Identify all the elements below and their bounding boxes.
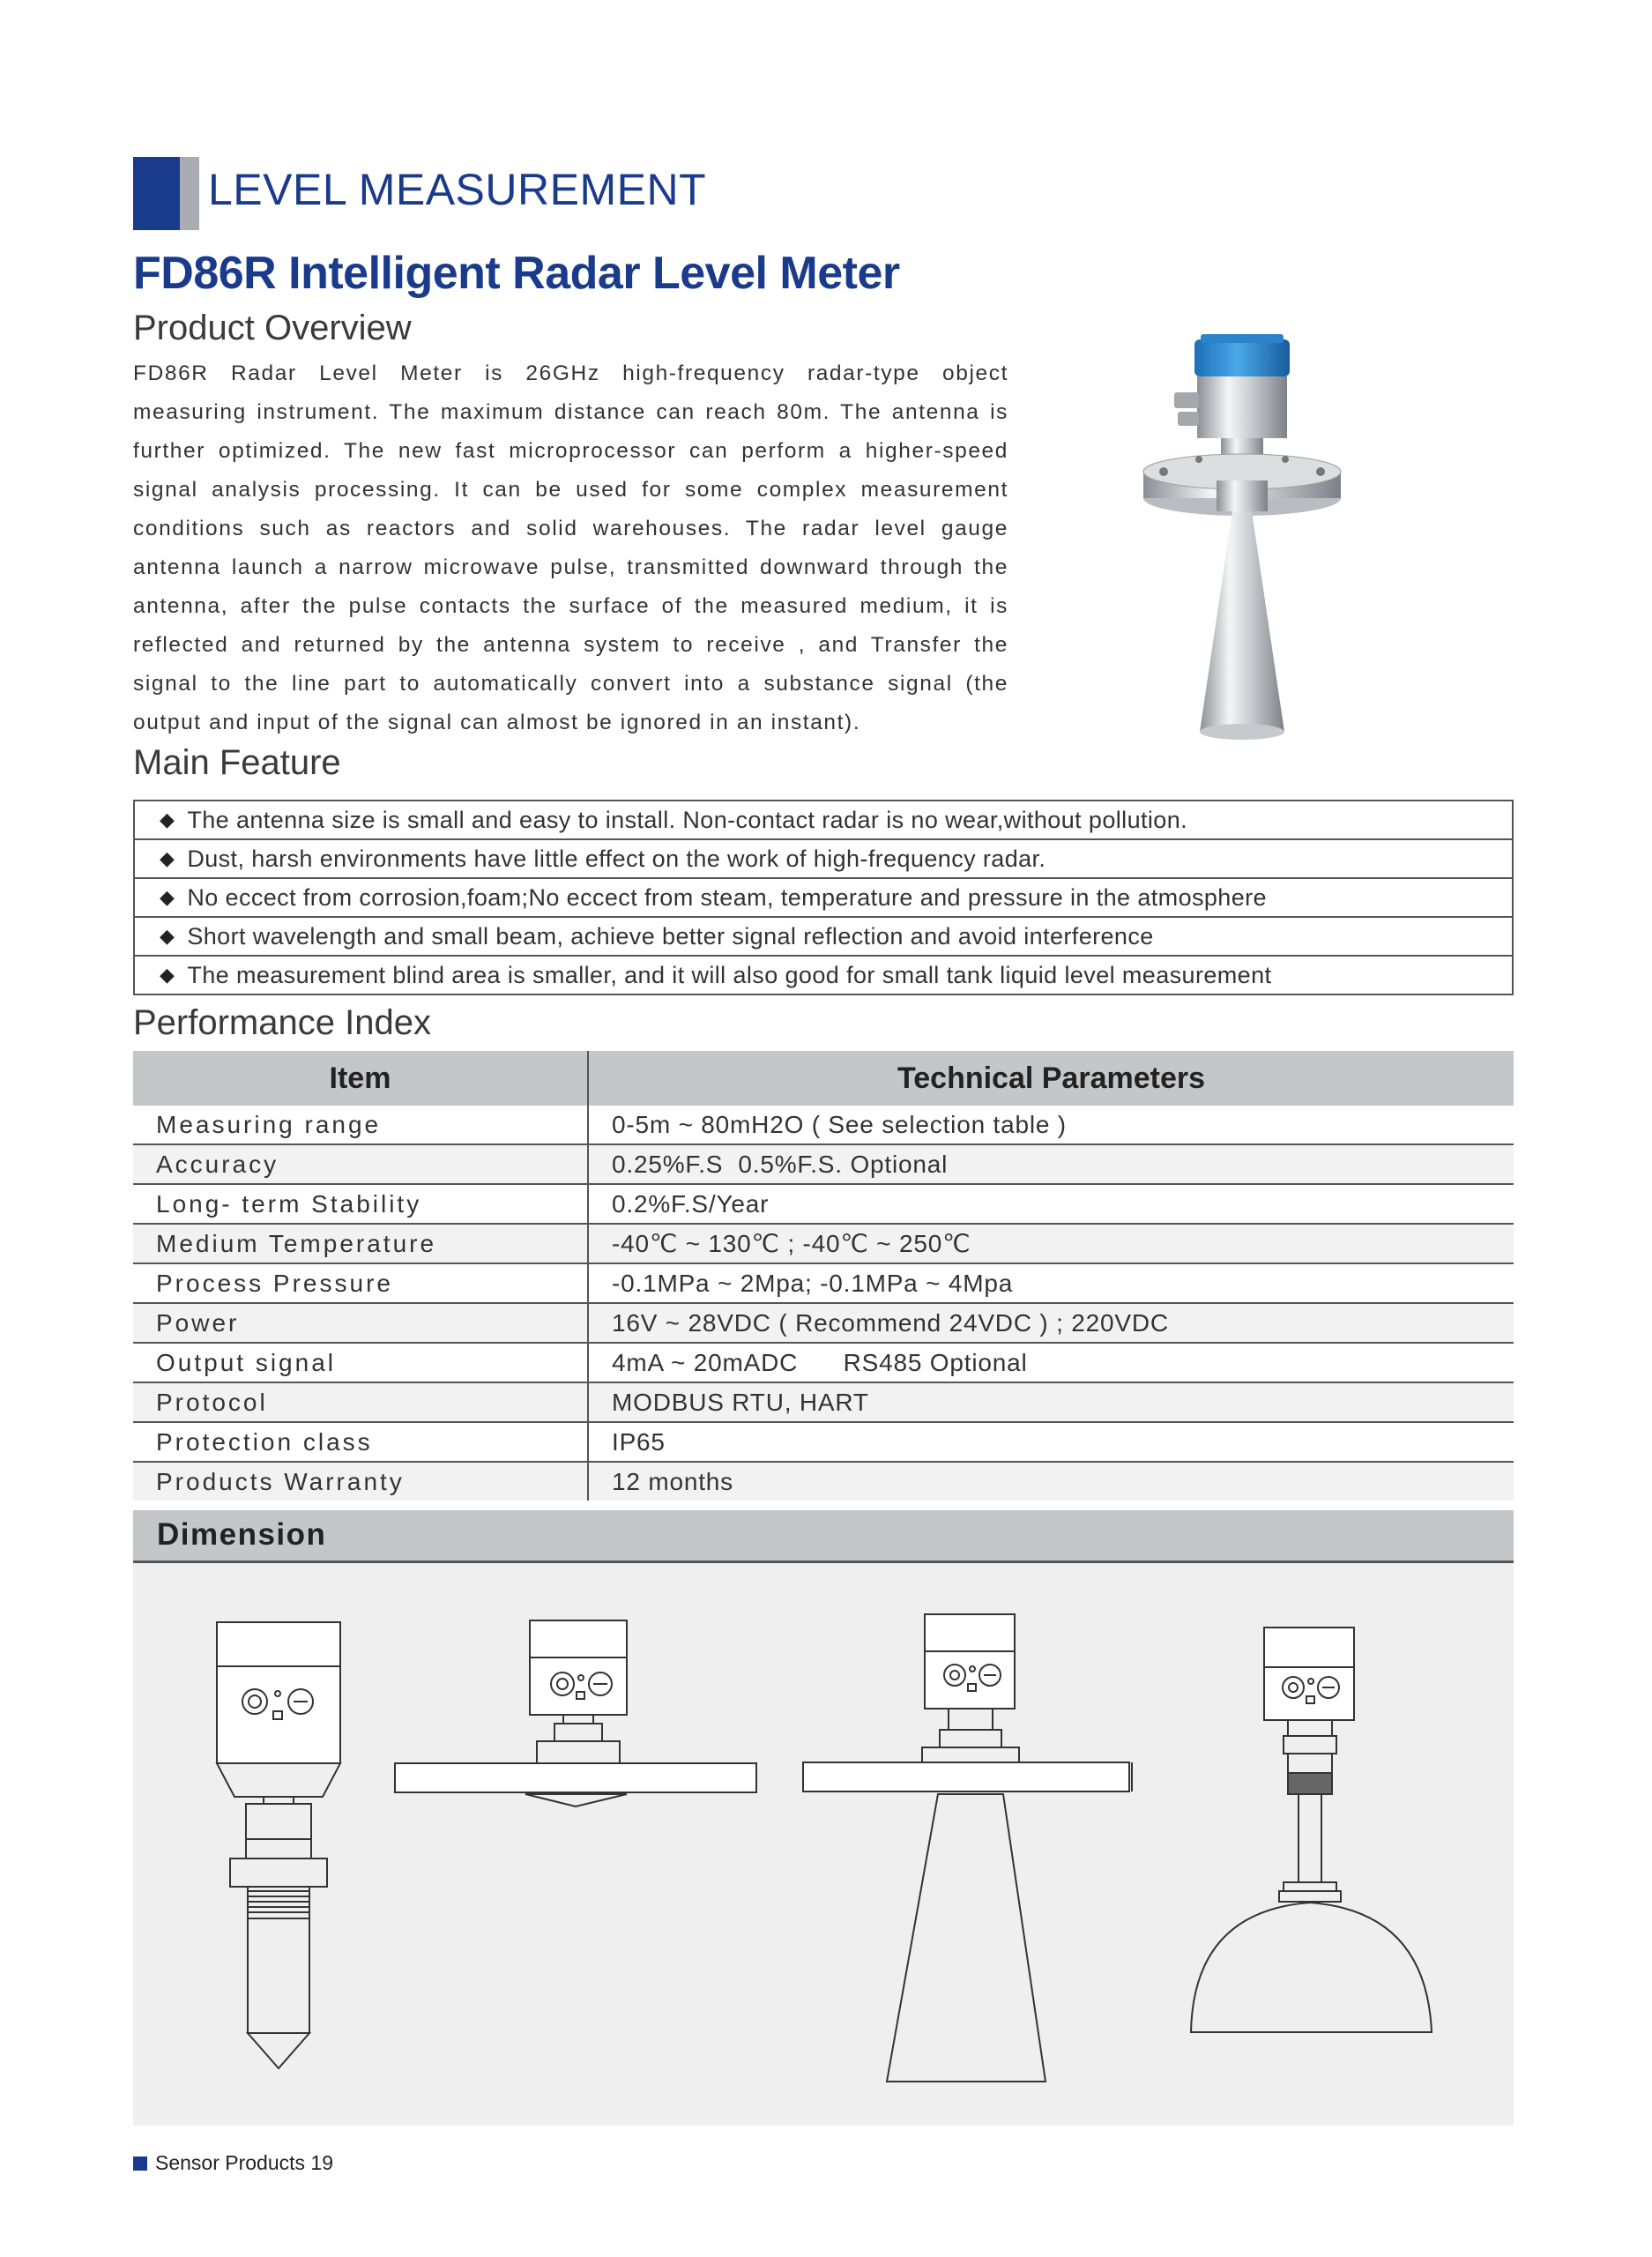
table-row <box>133 1382 1514 1422</box>
column-header-item: Item <box>133 1051 588 1106</box>
table-row <box>133 1106 1514 1144</box>
item-cell: Protection class <box>133 1422 588 1462</box>
table-row <box>133 1422 1514 1462</box>
diamond-bullet-icon: ◆ <box>160 808 175 831</box>
diamond-bullet-icon: ◆ <box>160 886 175 908</box>
param-cell: 4mA ~ 20mADC RS485 Optional <box>588 1343 1514 1382</box>
table-row <box>133 1303 1514 1343</box>
footer-page-label: Sensor Products 19 <box>155 2151 334 2174</box>
dimension-drawings <box>133 1563 1514 2126</box>
param-cell: -40℃ ~ 130℃ ; -40℃ ~ 250℃ <box>588 1224 1514 1263</box>
section-accent-bar <box>133 157 180 230</box>
footer-square-icon <box>133 2156 147 2171</box>
item-cell: Products Warranty <box>133 1462 588 1501</box>
product-title: FD86R Intelligent Radar Level Meter <box>133 248 900 299</box>
item-cell: Measuring range <box>133 1106 588 1144</box>
column-header-params: Technical Parameters <box>588 1051 1514 1106</box>
feature-text: Dust, harsh environments have little effect on the work of high-frequency radar. <box>187 845 1046 872</box>
feature-text: No eccect from corrosion,foam;No eccect from steam, temperature and pressure in the atmosphere <box>187 883 1267 911</box>
table-row <box>133 1263 1514 1303</box>
table-row <box>133 1224 1514 1263</box>
feature-text: The measurement blind area is smaller, and it will also good for small tank liquid level measurement <box>187 961 1272 988</box>
feature-item <box>133 800 1514 838</box>
performance-table <box>133 1051 1514 1501</box>
dimension-header-bar <box>133 1510 1514 1563</box>
item-cell: Accuracy <box>133 1144 588 1184</box>
item-cell: Long- term Stability <box>133 1184 588 1224</box>
feature-item <box>133 877 1514 916</box>
table-row <box>133 1144 1514 1184</box>
overview-text: FD86R Radar Level Meter is 26GHz high-frequency radar-type object measuring instrument. The maximum distance can reach 80m. The antenna is further optimized. The new fast microprocessor can perform a higher-speed signal analysis processing. It can be used for some complex measurement conditions such as reactors and solid warehouses. The radar level gauge antenna launch a narrow microwave pulse, transmitted downward through the antenna, after the pulse contacts the surface of the measured medium, it is reflected and returned by the antenna system to receive , and Transfer the signal to the line part to automatically convert into a substance signal (the output and input of the signal can almost be ignored in an instant). <box>133 361 1008 734</box>
item-cell: Protocol <box>133 1382 588 1422</box>
feature-item <box>133 916 1514 955</box>
dimension-panel <box>133 1563 1514 2126</box>
diamond-bullet-icon: ◆ <box>160 925 175 947</box>
param-cell: MODBUS RTU, HART <box>588 1382 1514 1422</box>
table-row <box>133 1184 1514 1224</box>
diamond-bullet-icon: ◆ <box>160 964 175 986</box>
param-cell: IP65 <box>588 1422 1514 1462</box>
table-row <box>133 1343 1514 1382</box>
item-cell: Output signal <box>133 1343 588 1382</box>
performance-heading: Performance Index <box>133 1003 431 1042</box>
feature-text: The antenna size is small and easy to install. Non-contact radar is no wear,without pollution. <box>187 806 1188 833</box>
param-cell: 0-5m ~ 80mH2O ( See selection table ) <box>588 1106 1514 1144</box>
dimension-drawing-parabolic <box>1191 1628 1432 2032</box>
feature-item <box>133 955 1514 995</box>
section-accent-bar-grey <box>180 157 199 230</box>
param-cell: 0.2%F.S/Year <box>588 1184 1514 1224</box>
feature-text: Short wavelength and small beam, achieve better signal reflection and avoid interference <box>187 922 1154 950</box>
product-photo <box>1137 331 1384 745</box>
item-cell: Medium Temperature <box>133 1224 588 1263</box>
table-row <box>133 1462 1514 1501</box>
feature-list <box>133 800 1514 995</box>
dimension-heading: Dimension <box>157 1517 327 1552</box>
diamond-bullet-icon: ◆ <box>160 847 175 869</box>
item-cell: Process Pressure <box>133 1263 588 1303</box>
dimension-drawing-rod <box>217 1622 340 2068</box>
feature-item <box>133 838 1514 877</box>
param-cell: 16V ~ 28VDC ( Recommend 24VDC ) ; 220VDC <box>588 1303 1514 1343</box>
dimension-drawing-flange <box>395 1620 756 1806</box>
table-header-row <box>133 1051 1514 1106</box>
param-cell: 12 months <box>588 1462 1514 1501</box>
param-cell: -0.1MPa ~ 2Mpa; -0.1MPa ~ 4Mpa <box>588 1263 1514 1303</box>
feature-heading: Main Feature <box>133 743 341 782</box>
overview-heading: Product Overview <box>133 309 412 347</box>
dimension-drawing-horn <box>803 1614 1132 2082</box>
section-title: LEVEL MEASUREMENT <box>208 165 707 214</box>
item-cell: Power <box>133 1303 588 1343</box>
param-cell: 0.25%F.S 0.5%F.S. Optional <box>588 1144 1514 1184</box>
